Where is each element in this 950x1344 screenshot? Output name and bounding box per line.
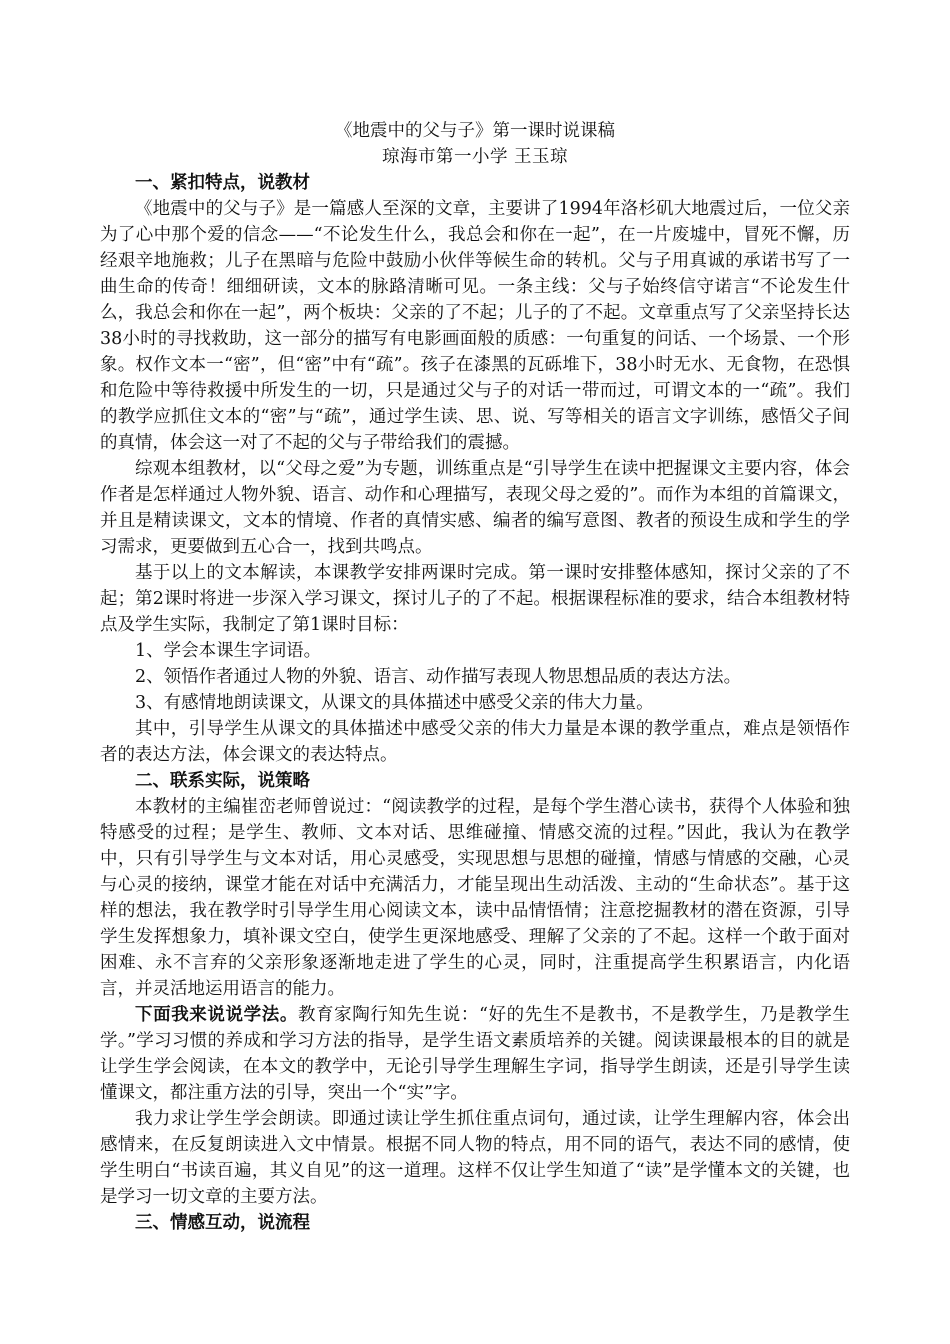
section-2-heading: 二、联系实际，说策略 [135, 771, 310, 791]
goal-item-2: 2、领悟作者通过人物的外貌、语言、动作描写表现人物思想品质的表达方法。 [135, 667, 742, 687]
section-1-paragraph-1: 《地震中的父与子》是一篇感人至深的文章，主要讲了1994年洛杉矶大地震过后，一位父亲为了心中那个爱的信念——“不论发生什么，我总会和你在一起”，在一片废墟中，冒死不懈，历经艰辛地施救；儿子在黑暗与危险中鼓励小伙伴等候生命的转机。父与子用真诚的承诺书写了一曲生命的传奇！细细研读，文本的脉路清晰可见。一条主线：父与子始终信守诺言“不论发生什么，我总会和你在一起”，两个板块：父亲的了不起；儿子的了不起。文章重点写了父亲坚持长达38小时的寻找救助，这一部分的描写有电影画面般的质感：一句重复的问话、一个场景、一个形象。权作文本一“密”，但“密”中有“疏”。孩子在漆黑的瓦砾堆下，38小时无水、无食物，在恐惧和危险中等待救援中所发生的一切，只是通过父与子的对话一带而过，可谓文本的一“疏”。我们的教学应抓住文本的“密”与“疏”，通过学生读、思、说、写等相关的语言文字训练，感悟父子间的真情，体会这一对了不起的父与子带给我们的震撼。 [100, 199, 850, 453]
section-1-heading: 一、紧扣特点，说教材 [135, 173, 310, 193]
section-2-reading-paragraph: 我力求让学生学会朗读。即通过读让学生抓住重点词句，通过读，让学生理解内容，体会出感情来，在反复朗读进入文中情景。根据不同人物的特点，用不同的语气，表达不同的感情，使学生明白“书读百遍，其义自见”的这一道理。这样不仅让学生知道了“读”是学懂本文的关键，也是学习一切文章的主要方法。 [100, 1109, 850, 1207]
section-1-paragraph-2: 综观本组教材，以“父母之爱”为专题，训练重点是“引导学生在读中把握课文主要内容，体会作者是怎样通过人物外貌、语言、动作和心理描写，表现父母之爱的”。而作为本组的首篇课文，并且是精读课文，文本的情境、作者的真情实感、编者的编写意图、教者的预设生成和学生的学习需求，更要做到五心合一，找到共鸣点。 [100, 459, 850, 557]
author-line: 琼海市第一小学 王玉琼 [381, 147, 569, 167]
goal-item-1: 1、学会本课生字词语。 [135, 641, 322, 661]
section-3-heading: 三、情感互动，说流程 [135, 1213, 310, 1233]
document-title: 《地震中的父与子》第一课时说课稿 [335, 121, 615, 141]
goal-item-3: 3、有感情地朗读课文，从课文的具体描述中感受父亲的伟大力量。 [135, 693, 654, 713]
section-2-learning-method-paragraph [100, 1002, 850, 1106]
section-2-paragraph-1: 本教材的主编崔峦老师曾说过：“阅读教学的过程，是每个学生潜心读书，获得个人体验和独特感受的过程；是学生、教师、文本对话、思维碰撞、情感交流的过程。”因此，我认为在教学中，只有引导学生与文本对话，用心灵感受，实现思想与思想的碰撞，情感与情感的交融，心灵与心灵的接纳，课堂才能在对话中充满活力，才能呈现出生动活泼、主动的“生命状态”。基于这样的想法，我在教学时引导学生用心阅读文本，读中品情悟情；注意挖掘教材的潜在资源，引导学生发挥想象力，填补课文空白，使学生更深地感受、理解了父亲的了不起。这样一个敢于面对困难、永不言弃的父亲形象逐渐地走进了学生的心灵，同时，注重提高学生积累语言，内化语言，并灵活地运用语言的能力。 [100, 797, 850, 999]
section-1-paragraph-4: 其中，引导学生从课文的具体描述中感受父亲的伟大力量是本课的教学重点，难点是领悟作者的表达方法，体会课文的表达特点。 [100, 719, 850, 765]
learning-method-lead: 下面我来说说学法。 [135, 1005, 298, 1025]
learning-method-text: 教育家陶行知先生说：“好的先生不是教书，不是教学生，乃是教学生学。”学习习惯的养成和学习方法的指导，是学生语文素质培养的关键。阅读课最根本的目的就是让学生学会阅读，在本文的教学中，无论引导学生理解生字词，指导学生朗读，还是引导学生读懂课文，都注重方法的引导，突出一个“实”字。 [100, 1005, 850, 1103]
section-1-paragraph-3: 基于以上的文本解读，本课教学安排两课时完成。第一课时安排整体感知，探讨父亲的了不起；第2课时将进一步深入学习课文，探讨儿子的了不起。根据课程标准的要求，结合本组教材特点及学生实际，我制定了第1课时目标： [100, 563, 850, 635]
